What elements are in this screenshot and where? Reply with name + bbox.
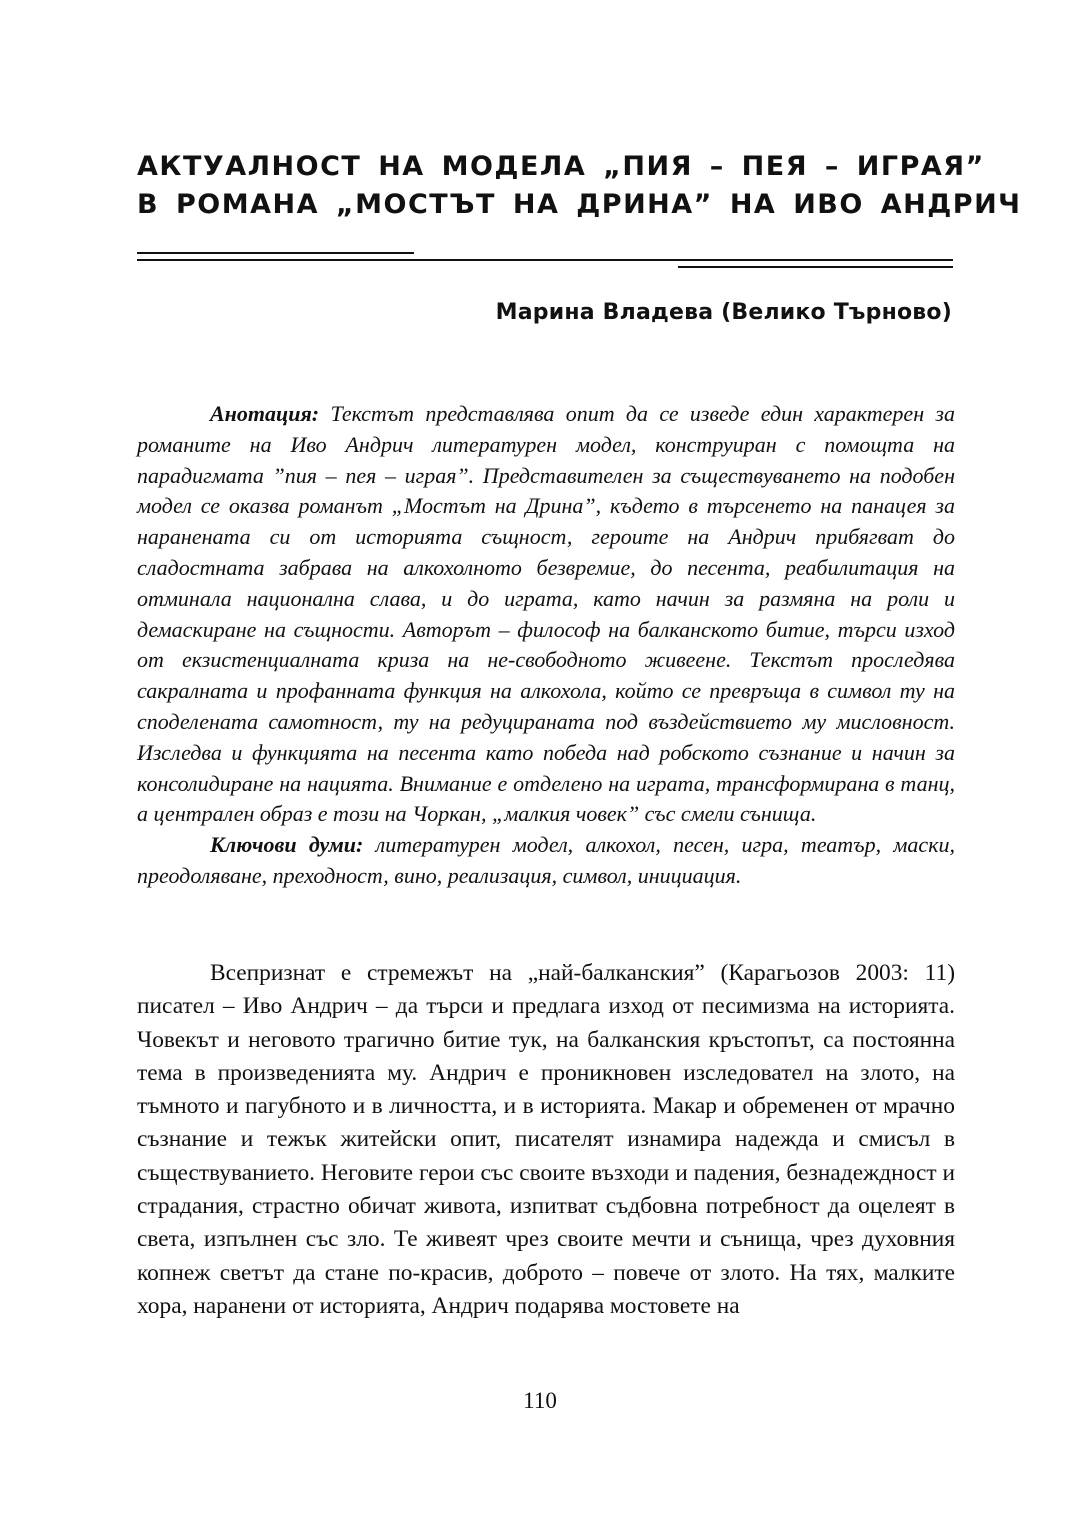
abstract-block <box>137 399 955 892</box>
body-paragraph: Всепризнат е стремежът на „най-балканския” (Карагьозов 2003: 11) писател – Иво Андрич – да търси и предлага изход от песимизма на историята. Човекът и неговото трагично битие тук, на балканския кръстопът, са постоянна тема в произведенията му. Андрич е проникновен изследовател на злото, на тъмното и пагубното и в личността, и в историята. Макар и обременен от мрачно съзнание и тежък житейски опит, писателят изнамира надежда и смисъл в съществуванието. Неговите герои със своите възходи и падения, безнадеждност и страдания, страстно обичат живота, изпитват съдбовна потребност да оцелеят в света, изпълнен със зло. Те живеят чрез своите мечти и сънища, чрез духовния копнеж светът да стане по-красив, доброто – повече от злото. На тях, малките хора, наранени от историята, Андрич подарява мостовете на <box>137 960 955 1319</box>
keywords-text: литературен модел, алкохол, песен, игра, театър, маски, преодоляване, преходност, вино, реализация, символ, инициация. <box>137 832 955 888</box>
title-divider-right <box>678 266 953 268</box>
article-title <box>137 148 1022 224</box>
title-divider-short <box>137 252 414 254</box>
abstract-paragraph <box>137 399 955 830</box>
keywords-paragraph <box>137 830 955 892</box>
abstract-text: Текстът представлява опит да се изведе един характерен за романите на Иво Андрич литературен модел, конструиран с помощта на парадигмата ”пия – пея – играя”. Представителен за съществуването на подобен модел се оказва романът „Мостът на Дрина”, където в търсенето на панацея за наранената си от историята същност, героите на Андрич прибягват до сладостната забрава на алкохолното безвремие, до песента, реабилитация на отминала национална слава, и до играта, като начин за размяна на роли и демаскиране на същности. Авторът – философ на балканското битие, търси изход от екзистенциалната криза на не-свободното живеене. Текстът проследява сакралната и профанната функция на алкохола, който се превръща в символ ту на споделената самотност, ту на редуцираната под въздействието му мисловност. Изследва и функцията на песента като победа над робското съзнание и начин за консолидиране на нацията. Внимание е отделено на играта, трансформирана в танц, а централен образ е този на Чоркан, „малкия човек” със смели сънища. <box>137 401 955 827</box>
title-line-2: В РОМАНА „МОСТЪТ НА ДРИНА” НА ИВО АНДРИЧ <box>137 189 1022 220</box>
abstract-label: Анотация: <box>210 401 320 426</box>
title-line-1: АКТУАЛНОСТ НА МОДЕЛА „ПИЯ – ПЕЯ – ИГРАЯ” <box>137 151 985 182</box>
body-text <box>137 957 955 1323</box>
page-number: 110 <box>523 1388 557 1413</box>
author-name: Марина Владева (Велико Търново) <box>495 300 952 325</box>
title-divider-long <box>137 259 953 261</box>
keywords-label: Ключови думи: <box>210 832 364 858</box>
